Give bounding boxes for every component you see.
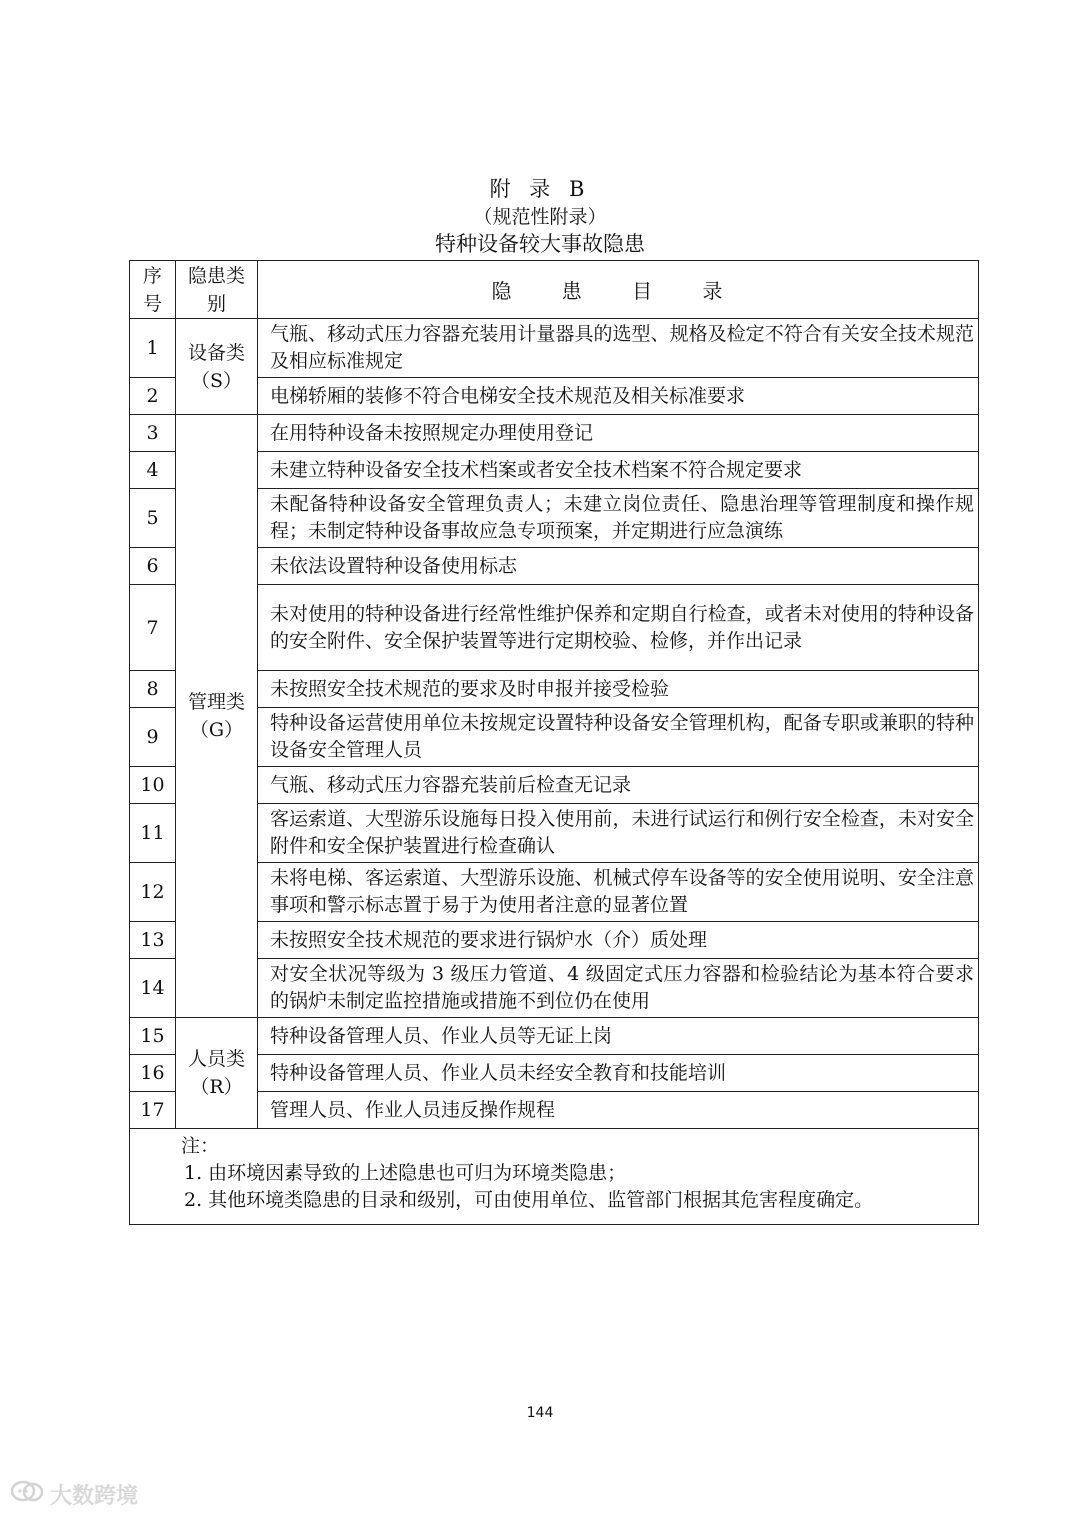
row-number: 6	[130, 548, 176, 585]
row-description: 电梯轿厢的装修不符合电梯安全技术规范及相关标准要求	[258, 378, 979, 415]
table-notes	[130, 1129, 979, 1225]
row-description: 未依法设置特种设备使用标志	[258, 548, 979, 585]
table-row	[130, 922, 979, 959]
table-row	[130, 548, 979, 585]
page-number: 144	[526, 1405, 554, 1421]
notes-label: 注：	[181, 1135, 220, 1157]
appendix-label: 附 录 B	[489, 177, 591, 201]
table-row	[130, 767, 979, 804]
table-row	[130, 452, 979, 489]
notes-row	[130, 1129, 979, 1225]
row-number: 9	[130, 708, 176, 767]
row-description: 对安全状况等级为 3 级压力管道、4 级固定式压力容器和检验结论为基本符合要求的锅炉未制定监控措施或措施不到位仍在使用	[258, 959, 979, 1018]
row-description: 特种设备运营使用单位未按规定设置特种设备安全管理机构，配备专职或兼职的特种设备安全管理人员	[258, 708, 979, 767]
note-item: 2. 其他环境类隐患的目录和级别，可由使用单位、监管部门根据其危害程度确定。	[184, 1189, 874, 1211]
row-number: 10	[130, 767, 176, 804]
row-description: 未按照安全技术规范的要求进行锅炉水（介）质处理	[258, 922, 979, 959]
table-row	[130, 1092, 979, 1129]
header-category: 隐患类 别	[176, 261, 258, 319]
row-description: 客运索道、大型游乐设施每日投入使用前，未进行试运行和例行安全检查，未对安全附件和安全保护装置进行检查确认	[258, 804, 979, 863]
table-row	[130, 959, 979, 1018]
table-row	[130, 415, 979, 452]
row-number: 11	[130, 804, 176, 863]
watermark	[10, 1474, 138, 1514]
row-description: 在用特种设备未按照规定办理使用登记	[258, 415, 979, 452]
row-number: 14	[130, 959, 176, 1018]
table-row	[130, 708, 979, 767]
row-description: 未配备特种设备安全管理负责人；未建立岗位责任、隐患治理等管理制度和操作规程；未制定特种设备事故应急专项预案，并定期进行应急演练	[258, 489, 979, 548]
table-row	[130, 863, 979, 922]
row-description: 气瓶、移动式压力容器充装前后检查无记录	[258, 767, 979, 804]
watermark-text: 大数跨境	[50, 1483, 139, 1509]
row-number: 17	[130, 1092, 176, 1129]
table-row	[130, 671, 979, 708]
row-number: 13	[130, 922, 176, 959]
row-number: 8	[130, 671, 176, 708]
table-title: 特种设备较大事故隐患	[435, 232, 645, 256]
row-number: 1	[130, 319, 176, 378]
row-number: 16	[130, 1055, 176, 1092]
row-description: 未将电梯、客运索道、大型游乐设施、机械式停车设备等的安全使用说明、安全注意事项和警示标志置于易于为使用者注意的显著位置	[258, 863, 979, 922]
row-description: 未建立特种设备安全技术档案或者安全技术档案不符合规定要求	[258, 452, 979, 489]
note-item: 1. 由环境因素导致的上述隐患也可归为环境类隐患；	[184, 1162, 627, 1184]
row-description: 未对使用的特种设备进行经常性维护保养和定期自行检查，或者未对使用的特种设备的安全附件、安全保护装置等进行定期校验、检修，并作出记录	[258, 585, 979, 671]
category-equipment: 设备类 （S）	[176, 319, 258, 415]
row-number: 12	[130, 863, 176, 922]
category-management: 管理类 （G）	[176, 415, 258, 1018]
table-header-row	[130, 261, 979, 319]
table-row	[130, 585, 979, 671]
table-row	[130, 489, 979, 548]
hazard-table	[129, 260, 979, 1225]
table-row	[130, 378, 979, 415]
row-description: 未按照安全技术规范的要求及时申报并接受检验	[258, 671, 979, 708]
appendix-type: （规范性附录）	[473, 206, 607, 228]
row-number: 15	[130, 1018, 176, 1055]
category-personnel: 人员类 （R）	[176, 1018, 258, 1129]
row-number: 5	[130, 489, 176, 548]
row-number: 7	[130, 585, 176, 671]
row-number: 4	[130, 452, 176, 489]
row-description: 管理人员、作业人员违反操作规程	[258, 1092, 979, 1129]
row-description: 气瓶、移动式压力容器充装用计量器具的选型、规格及检定不符合有关安全技术规范及相应标准规定	[258, 319, 979, 378]
row-number: 2	[130, 378, 176, 415]
header-seq: 序 号	[130, 261, 176, 319]
chat-bubble-logo-icon	[10, 1479, 44, 1509]
header-directory: 隐 患 目 录	[258, 261, 979, 319]
table-row	[130, 1055, 979, 1092]
row-description: 特种设备管理人员、作业人员未经安全教育和技能培训	[258, 1055, 979, 1092]
row-description: 特种设备管理人员、作业人员等无证上岗	[258, 1018, 979, 1055]
table-row	[130, 804, 979, 863]
table-row	[130, 1018, 979, 1055]
table-row	[130, 319, 979, 378]
row-number: 3	[130, 415, 176, 452]
